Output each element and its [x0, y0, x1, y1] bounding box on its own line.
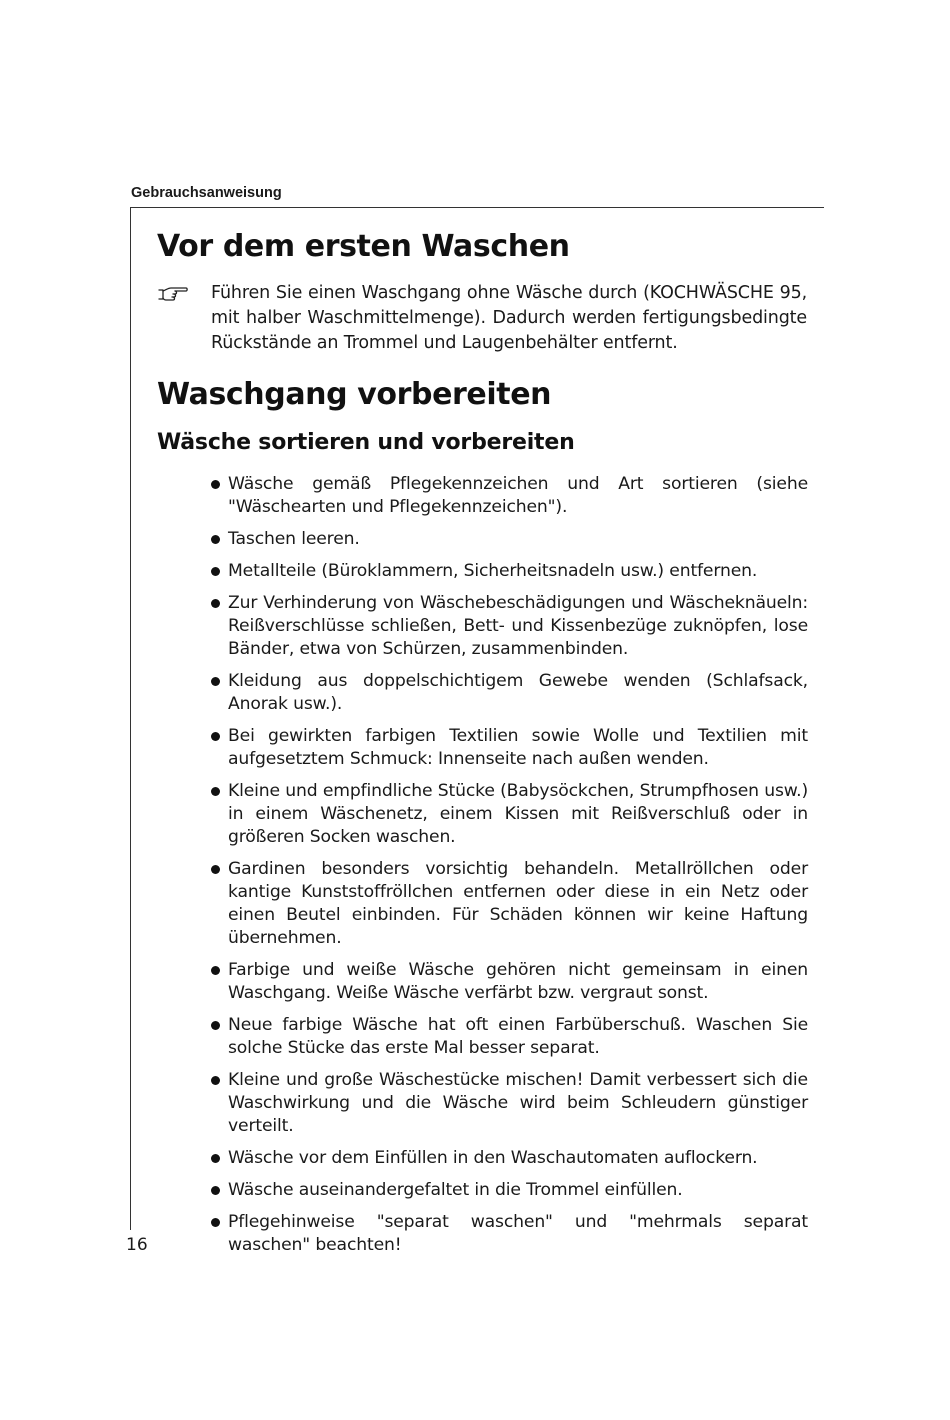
list-item-text: Neue farbige Wäsche hat oft einen Farbüberschuß. Waschen Sie solche Stücke das erste Mal besser separat. [228, 1015, 808, 1058]
bullet-icon [211, 1186, 220, 1195]
header-rule [130, 207, 824, 208]
list-item-text: Wäsche vor dem Einfüllen in den Waschautomaten auflockern. [228, 1148, 758, 1168]
list-item-text: Wäsche auseinandergefaltet in die Trommel einfüllen. [228, 1180, 683, 1200]
list-item [211, 780, 808, 849]
intro-paragraph: Führen Sie einen Waschgang ohne Wäsche durch (KOCHWÄSCHE 95, mit halber Waschmittelmenge). Dadurch werden fertigungsbedingte Rückstände an Trommel und Laugenbehälter entfernt. [211, 283, 807, 353]
list-item [211, 1179, 808, 1202]
bullet-icon [211, 1154, 220, 1163]
bullet-icon [211, 787, 220, 796]
list-item-text: Wäsche gemäß Pflegekennzeichen und Art sortieren (siehe "Wäschearten und Pflegekennzeichen"). [228, 474, 808, 517]
list-item [211, 725, 808, 771]
list-item-text: Metallteile (Büroklammern, Sicherheitsnadeln usw.) entfernen. [228, 561, 758, 581]
section-title-first-wash: Vor dem ersten Waschen [157, 229, 570, 264]
bullet-icon [211, 480, 220, 489]
margin-rule [130, 207, 131, 1230]
list-item-text: Kleidung aus doppelschichtigem Gewebe wenden (Schlafsack, Anorak usw.). [228, 671, 808, 714]
list-item [211, 1147, 808, 1170]
list-item [211, 858, 808, 950]
running-head: Gebrauchsanweisung [131, 185, 282, 201]
bullet-icon [211, 1218, 220, 1227]
sorting-instructions-list [211, 473, 808, 1266]
list-item-text: Kleine und empfindliche Stücke (Babysöckchen, Strumpfhosen usw.) in einem Wäschenetz, einem Kissen mit Reißverschluß oder in größeren Socken waschen. [228, 781, 808, 847]
list-item-text: Bei gewirkten farbigen Textilien sowie Wolle und Textilien mit aufgesetztem Schmuck: Innenseite nach außen wenden. [228, 726, 808, 769]
bullet-icon [211, 732, 220, 741]
bullet-icon [211, 966, 220, 975]
list-item [211, 1069, 808, 1138]
pointing-hand-icon [158, 285, 188, 303]
list-item [211, 473, 808, 519]
list-item [211, 670, 808, 716]
bullet-icon [211, 1076, 220, 1085]
page-number: 16 [126, 1235, 148, 1255]
bullet-icon [211, 1021, 220, 1030]
list-item-text: Kleine und große Wäschestücke mischen! Damit verbessert sich die Waschwirkung und die Wäsche wird beim Schleudern günstiger verteilt. [228, 1070, 808, 1136]
section-subtitle-sort: Wäsche sortieren und vorbereiten [157, 430, 575, 455]
list-item-text: Taschen leeren. [228, 529, 360, 549]
list-item-text: Farbige und weiße Wäsche gehören nicht gemeinsam in einen Waschgang. Weiße Wäsche verfärbt bzw. vergraut sonst. [228, 960, 808, 1003]
bullet-icon [211, 567, 220, 576]
bullet-icon [211, 677, 220, 686]
list-item [211, 560, 808, 583]
section-title-prepare-wash: Waschgang vorbereiten [157, 377, 552, 412]
list-item [211, 592, 808, 661]
list-item-text: Pflegehinweise "separat waschen" und "mehrmals separat waschen" beachten! [228, 1212, 808, 1255]
bullet-icon [211, 599, 220, 608]
bullet-icon [211, 535, 220, 544]
list-item [211, 1014, 808, 1060]
list-item [211, 528, 808, 551]
list-item [211, 1211, 808, 1257]
bullet-icon [211, 865, 220, 874]
list-item-text: Gardinen besonders vorsichtig behandeln. Metallröllchen oder kantige Kunststoffröllchen entfernen oder diese in ein Netz oder einen Beutel einbinden. Für Schäden können wir keine Haftung übernehmen. [228, 859, 808, 948]
list-item [211, 959, 808, 1005]
list-item-text: Zur Verhinderung von Wäschebeschädigungen und Wäscheknäueln: Reißverschlüsse schließen, Bett- und Kissenbezüge zuknöpfen, lose Bänder, etwa von Schürzen, zusammenbinden. [228, 593, 808, 659]
